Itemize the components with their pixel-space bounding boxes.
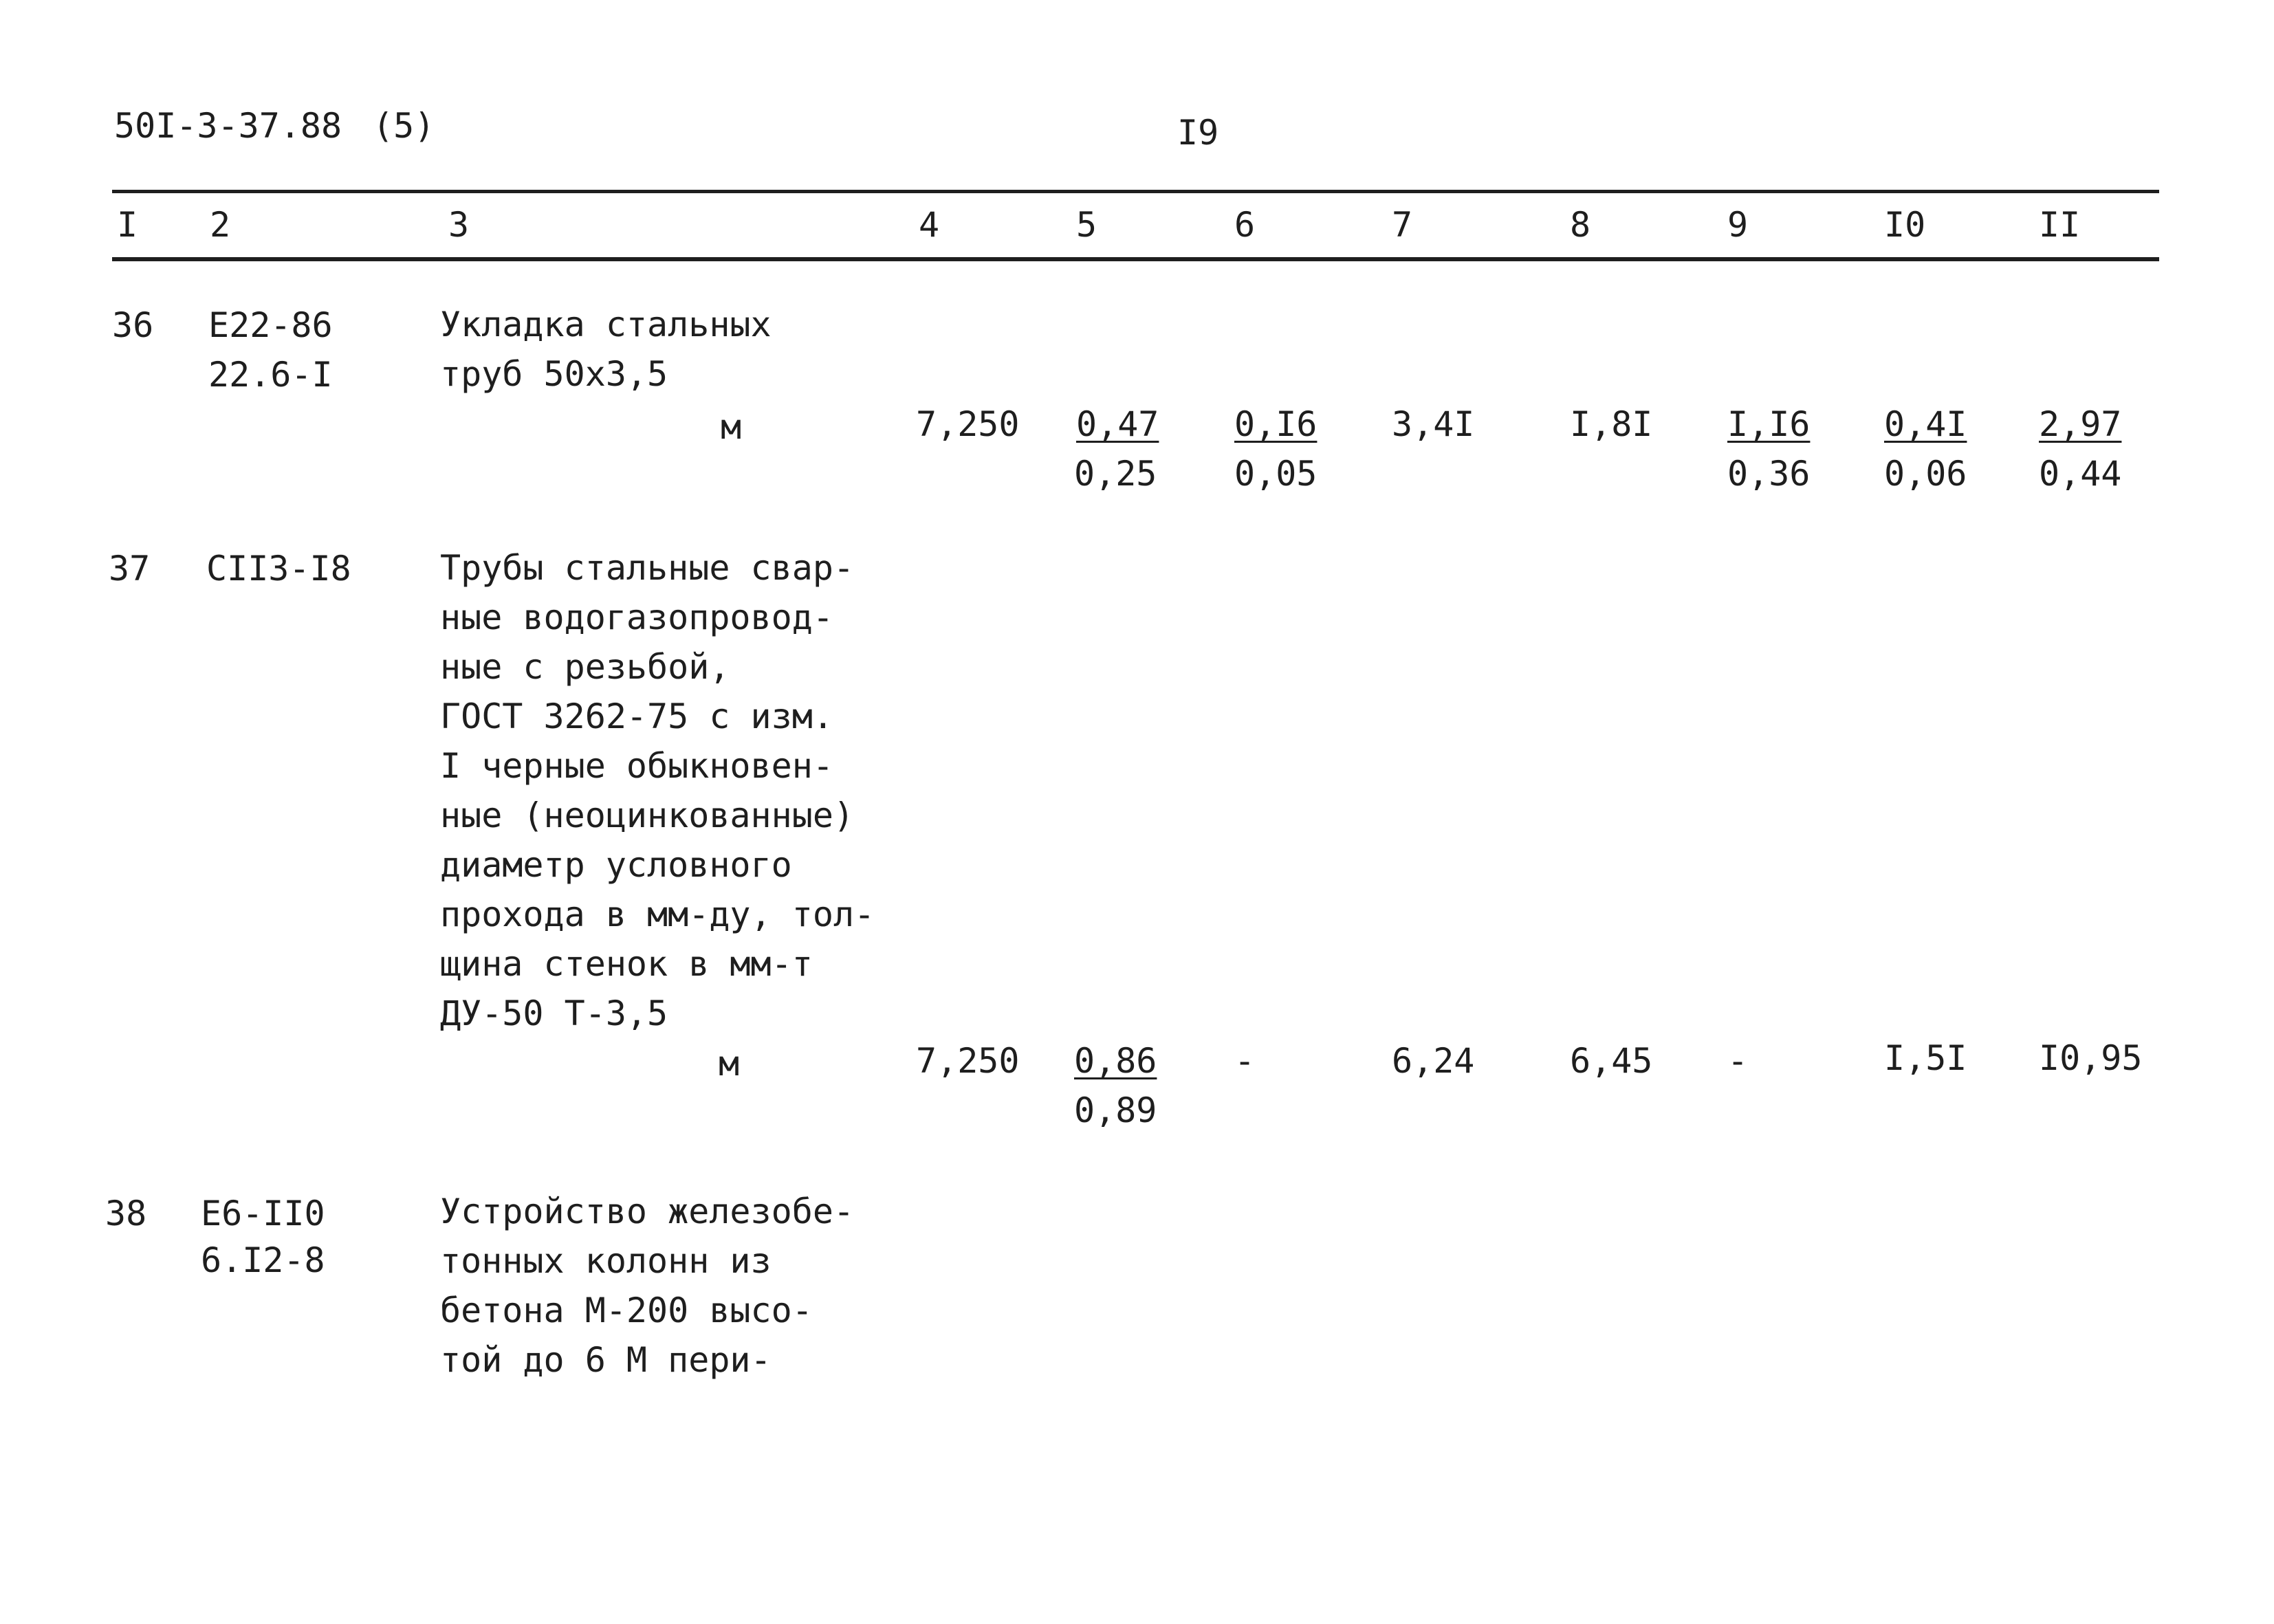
table-header-rule [112, 257, 2159, 261]
description-line: диаметр условного [440, 845, 792, 885]
norm-code: E22-86 [208, 305, 333, 345]
col8: I,8I [1570, 404, 1653, 444]
column-header-7: 7 [1392, 205, 1413, 245]
description-line: труб 50х3,5 [440, 354, 668, 394]
norm-code-sub: 22.6-I [208, 355, 333, 395]
col11: I0,95 [2039, 1038, 2143, 1078]
col11-bottom: 0,44 [2039, 454, 2122, 494]
description-line: тонных колонн из [440, 1241, 772, 1281]
description-line: ные водогазопровод- [440, 597, 833, 637]
row-number: 36 [112, 305, 154, 345]
column-header-4: 4 [919, 205, 940, 245]
column-header-3: 3 [448, 205, 470, 245]
col10: I,5I [1884, 1038, 1967, 1078]
col9-bottom: 0,36 [1727, 454, 1811, 494]
norm-code: E6-II0 [201, 1194, 325, 1233]
col5-top: 0,47 [1076, 404, 1159, 444]
quantity: 7,250 [916, 1041, 1020, 1081]
col7: 3,4I [1392, 404, 1475, 444]
col9-top: I,I6 [1727, 404, 1811, 444]
work-description [440, 543, 875, 1038]
col5-top: 0,86 [1074, 1041, 1157, 1081]
description-line: Укладка стальных [440, 305, 772, 344]
description-line: I черные обыкновен- [440, 746, 833, 786]
unit: м [721, 407, 742, 447]
col5-bottom: 0,25 [1074, 454, 1157, 494]
column-header-1: I [117, 205, 138, 245]
work-description [440, 300, 772, 399]
quantity: 7,250 [916, 404, 1020, 444]
description-line: ные с резьбой, [440, 647, 730, 687]
col5-bottom: 0,89 [1074, 1090, 1157, 1130]
unit: м [719, 1044, 740, 1084]
description-line: Трубы стальные свар- [440, 548, 855, 588]
column-header-2: 2 [210, 205, 231, 245]
col10-bottom: 0,06 [1884, 454, 1967, 494]
row-number: 37 [109, 549, 151, 589]
column-header-9: 9 [1727, 205, 1749, 245]
table-top-rule [112, 190, 2159, 193]
description-line: прохода в мм-ду, тол- [440, 895, 875, 934]
norm-code-sub: 6.I2-8 [201, 1240, 325, 1280]
column-header-8: 8 [1570, 205, 1591, 245]
description-line: ДУ-50 Т-3,5 [440, 994, 668, 1033]
col11-top: 2,97 [2039, 404, 2122, 444]
description-line: той до 6 М пери- [440, 1340, 772, 1380]
column-header-11: II [2039, 205, 2081, 245]
work-description [440, 1187, 854, 1385]
col6: - [1234, 1041, 1256, 1081]
col6-bottom: 0,05 [1234, 454, 1318, 494]
issue-number: (5) [373, 106, 435, 146]
description-line: щина стенок в мм-т [440, 944, 813, 984]
col6-top: 0,I6 [1234, 404, 1318, 444]
col10-top: 0,4I [1884, 404, 1967, 444]
description-line: ные (неоцинкованные) [440, 795, 855, 835]
column-header-6: 6 [1234, 205, 1256, 245]
col8: 6,45 [1570, 1041, 1653, 1081]
row-number: 38 [105, 1194, 147, 1233]
description-line: бетона М-200 высо- [440, 1291, 813, 1330]
document-code: 50I-3-37.88 [114, 106, 342, 146]
description-line: Устройство железобе- [440, 1192, 855, 1231]
norm-code: СII3-I8 [206, 549, 351, 589]
page-number: I9 [1177, 113, 1219, 153]
col9: - [1727, 1041, 1749, 1081]
column-header-5: 5 [1076, 205, 1097, 245]
column-header-10: I0 [1884, 205, 1926, 245]
col7: 6,24 [1392, 1041, 1475, 1081]
description-line: ГОСТ 3262-75 с изм. [440, 696, 833, 736]
